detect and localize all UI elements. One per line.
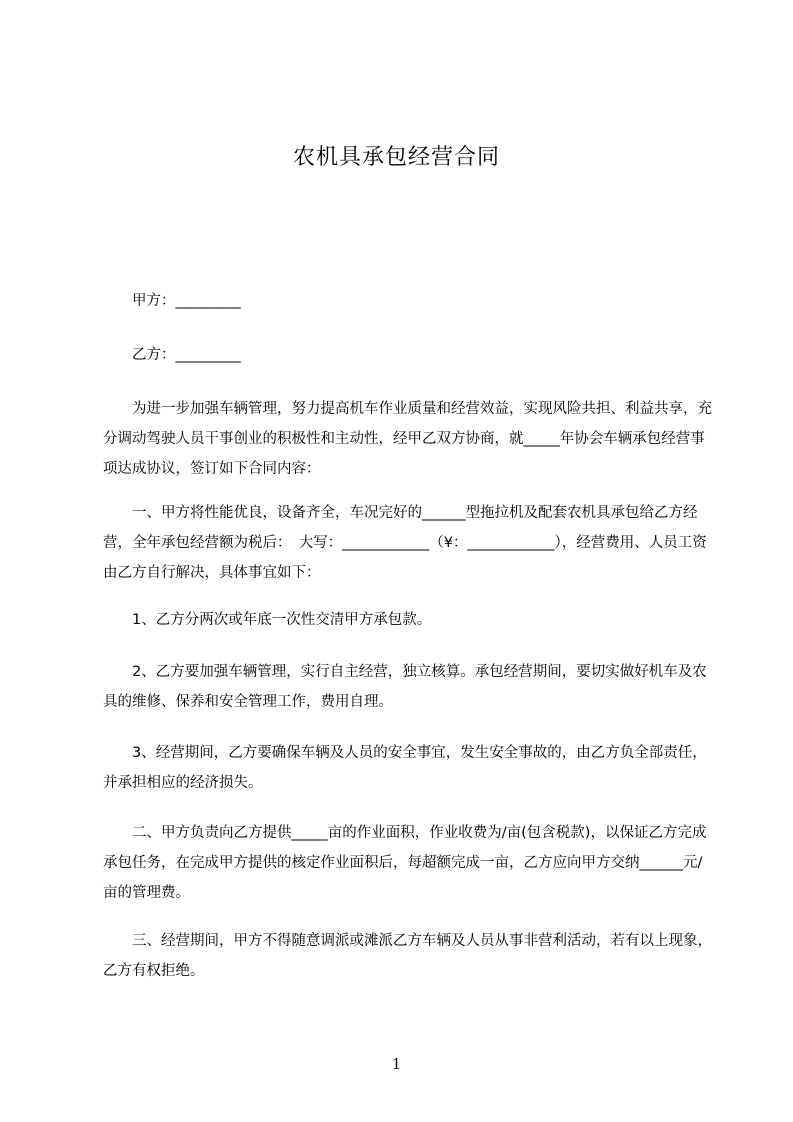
intro-paragraph: 为进一步加强车辆管理，努力提高机车作业质量和经营效益，实现风险共担、利益共享，充分调动驾驶人员干事创业的积极性和主动性，经甲乙双方协商，就_____年协会车辆承包经营事项达成协议，签订如下合同内容： bbox=[103, 401, 712, 477]
document-title: 农机具承包经营合同 bbox=[292, 145, 500, 170]
party-b-line: 乙方：_________ bbox=[132, 347, 241, 363]
party-a-line: 甲方：_________ bbox=[132, 293, 241, 309]
clause-3-paragraph: 三、经营期间，甲方不得随意调派或滩派乙方车辆及人员从事非营利活动，若有以上现象，乙方有权拒绝。 bbox=[103, 933, 712, 979]
clause-1-paragraph: 一、甲方将性能优良，设备齐全，车况完好的______型拖拉机及配套农机具承包给乙方经营，全年承包经营额为税后： 大写：____________（¥：____________），经营费用、人员工资由乙方自行解决，具体事宜如下： bbox=[103, 505, 707, 581]
page-number: 1 bbox=[391, 1055, 402, 1073]
item-1-paragraph: 1、乙方分两次或年底一次性交清甲方承包款。 bbox=[132, 612, 432, 628]
item-2-paragraph: 2、乙方要加强车辆管理，实行自主经营，独立核算。承包经营期间，要切实做好机车及农具的维修、保养和安全管理工作，费用自理。 bbox=[103, 664, 707, 710]
item-3-paragraph: 3、经营期间，乙方要确保车辆及人员的安全事宜，发生安全事故的，由乙方负全部责任，并承担相应的经济损失。 bbox=[103, 745, 707, 791]
clause-2-paragraph: 二、甲方负责向乙方提供_____亩的作业面积，作业收费为/亩(包含税款)，以保证乙方完成承包任务，在完成甲方提供的核定作业面积后，每超额完成一亩，乙方应向甲方交纳______元/亩的管理费。 bbox=[103, 825, 707, 901]
